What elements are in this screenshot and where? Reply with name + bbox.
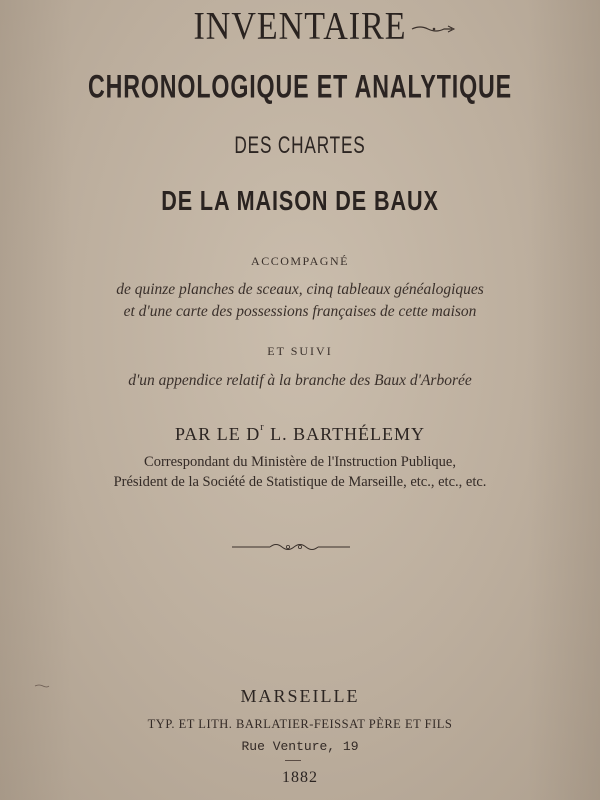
author-name: L. BARTHÉLEMY xyxy=(270,424,426,444)
imprint-rule xyxy=(285,760,301,761)
author-prefix: PAR LE D xyxy=(174,424,261,444)
title-line-inventaire: INVENTAIRE xyxy=(193,5,407,48)
subtitle-plates-line-2: et d'une carte des possessions françaises de cette maison xyxy=(123,303,477,320)
ornament-dash-icon xyxy=(410,22,456,36)
imprint-street: Rue Venture, 19 xyxy=(241,739,359,754)
title-line-maison-de-baux: DE LA MAISON DE BAUX xyxy=(161,185,439,217)
author-superscript: r xyxy=(260,422,265,433)
imprint-year: 1882 xyxy=(282,769,318,786)
title-line-des-chartes: DES CHARTES xyxy=(234,132,366,159)
author-role-line-2: Président de la Société de Statistique de Marseille, etc., etc., etc. xyxy=(113,474,487,490)
subtitle-accompagne: ACCOMPAGNÉ xyxy=(251,254,349,268)
title-line-chronologique: CHRONOLOGIQUE ET ANALYTIQUE xyxy=(87,68,513,105)
imprint-city: MARSEILLE xyxy=(240,686,360,706)
subtitle-appendix: d'un appendice relatif à la branche des Baux d'Arborée xyxy=(128,372,472,389)
imprint-printer: TYP. ET LITH. BARLATIER-FEISSAT PÈRE ET FILS xyxy=(147,717,453,731)
subtitle-et-suivi: ET SUIVI xyxy=(267,344,333,358)
flourish-divider-icon xyxy=(232,540,350,554)
author-line xyxy=(0,422,600,444)
author-role-line-1: Correspondant du Ministère de l'Instruction Publique, xyxy=(144,454,456,470)
subtitle-plates-line-1: de quinze planches de sceaux, cinq tableaux généalogiques xyxy=(116,281,484,298)
